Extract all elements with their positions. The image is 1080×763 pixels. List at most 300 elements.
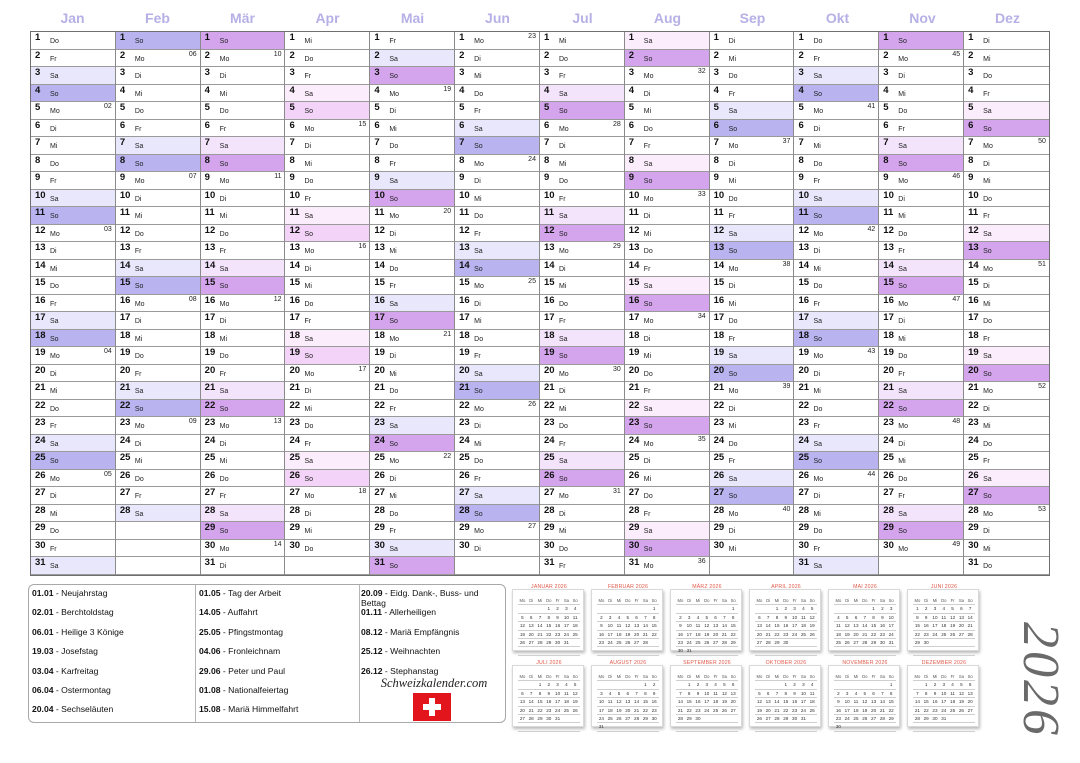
day-number: 6 xyxy=(289,119,295,131)
mini-day xyxy=(755,647,764,655)
day-cell xyxy=(370,365,454,383)
mini-weekday-row xyxy=(755,673,817,681)
mini-day: 24 xyxy=(702,707,711,715)
mini-day: 4 xyxy=(606,690,615,698)
day-number: 5 xyxy=(713,102,719,113)
mini-day: 5 xyxy=(702,614,711,622)
weekday-label: Di xyxy=(983,405,990,413)
weekday-label: Mo xyxy=(389,90,400,98)
day-cell xyxy=(201,470,285,488)
mini-weekday: Mi xyxy=(931,673,940,681)
day-cell xyxy=(455,417,539,435)
day-cell xyxy=(540,50,624,68)
weekday-label: Do xyxy=(983,195,993,203)
day-number: 5 xyxy=(798,102,804,113)
weekday-label: Sa xyxy=(304,213,314,220)
day-number: 22 xyxy=(35,399,46,411)
mini-day: 10 xyxy=(606,622,615,630)
day-cell xyxy=(455,50,539,68)
weekday-label: Mo xyxy=(50,230,60,238)
day-number: 3 xyxy=(374,67,380,78)
day-cell xyxy=(455,85,539,103)
mini-week-row xyxy=(518,715,580,723)
mini-weekday: Fr xyxy=(948,597,957,605)
day-cell xyxy=(540,365,624,383)
day-cell xyxy=(794,400,878,418)
day-cell xyxy=(370,50,454,68)
day-number: 14 xyxy=(459,259,470,271)
day-number: 1 xyxy=(289,32,295,43)
mini-weekday: Fr xyxy=(869,597,878,605)
mini-day xyxy=(615,647,624,655)
mini-day xyxy=(966,715,975,723)
mini-day: 13 xyxy=(852,622,861,630)
mini-day: 19 xyxy=(623,631,632,639)
weekday-label: So xyxy=(898,283,907,290)
mini-day: 26 xyxy=(702,639,711,647)
day-number: 26 xyxy=(543,469,555,481)
mini-week-row xyxy=(834,681,896,689)
day-number: 6 xyxy=(459,119,465,131)
mini-day: 25 xyxy=(852,715,861,723)
day-cell xyxy=(201,487,285,505)
day-number: 8 xyxy=(713,154,719,166)
day-number: 3 xyxy=(968,67,974,78)
day-cell xyxy=(879,120,963,138)
weekday-label: Fr xyxy=(389,405,396,413)
weekday-label: Do xyxy=(474,458,484,465)
month-column-3 xyxy=(201,32,286,575)
day-cell xyxy=(964,347,1049,365)
day-number: 27 xyxy=(459,487,470,498)
day-cell xyxy=(625,347,709,365)
day-number: 9 xyxy=(459,172,465,183)
weekday-label: So xyxy=(50,213,59,220)
day-cell xyxy=(710,32,794,50)
mini-weekday: Mi xyxy=(536,597,545,605)
day-cell xyxy=(116,540,200,558)
holiday-date: 25.05 xyxy=(199,626,221,637)
day-number: 9 xyxy=(968,172,974,183)
day-cell xyxy=(710,50,794,68)
day-number: 17 xyxy=(798,312,810,323)
mini-day: 26 xyxy=(860,715,869,723)
holiday-divider xyxy=(195,585,196,722)
month-column-10 xyxy=(794,32,879,575)
day-cell xyxy=(31,452,115,470)
weekday-label: Sa xyxy=(50,440,59,448)
site-name[interactable]: Schweizkalender.com xyxy=(380,676,488,690)
day-cell xyxy=(794,102,878,120)
holiday-name: - Eidg. Dank-, Buss- und Bettag xyxy=(361,588,479,608)
weekday-label: Mo xyxy=(643,440,654,448)
mini-week-row xyxy=(676,690,738,698)
mini-week-row xyxy=(518,605,580,613)
day-cell xyxy=(201,172,285,190)
mini-week-row xyxy=(913,639,975,647)
day-number: 25 xyxy=(35,452,46,463)
holiday-name: - Heilige 3 Könige xyxy=(53,626,124,637)
day-number: 26 xyxy=(35,469,46,481)
mini-day: 29 xyxy=(922,715,931,723)
month-header-10: Okt xyxy=(825,10,850,26)
mini-day: 21 xyxy=(536,631,545,639)
mini-day: 8 xyxy=(650,614,659,622)
weekday-label: Di xyxy=(474,300,481,308)
day-cell xyxy=(964,32,1049,50)
mini-day: 10 xyxy=(685,622,694,630)
mini-day xyxy=(544,723,553,731)
mini-day: 19 xyxy=(615,707,624,715)
day-number: 21 xyxy=(883,382,894,393)
day-cell xyxy=(285,190,369,208)
day-cell xyxy=(964,190,1049,208)
day-number: 22 xyxy=(119,399,131,411)
day-cell xyxy=(31,190,115,208)
day-number: 9 xyxy=(119,172,126,183)
mini-day xyxy=(869,647,878,655)
mini-day: 27 xyxy=(966,707,975,715)
day-cell xyxy=(370,85,454,103)
mini-day: 2 xyxy=(676,614,685,622)
weekday-label: Mi xyxy=(643,108,652,115)
day-cell xyxy=(285,155,369,173)
day-number: 30 xyxy=(628,539,640,551)
day-cell xyxy=(455,312,539,330)
day-number: 1 xyxy=(35,32,41,43)
day-cell xyxy=(455,295,539,313)
day-cell xyxy=(540,382,624,400)
day-cell xyxy=(31,417,115,435)
day-number: 19 xyxy=(968,347,979,358)
mini-week-row xyxy=(518,707,580,715)
day-cell xyxy=(879,452,963,470)
mini-day: 14 xyxy=(860,622,869,630)
day-cell xyxy=(964,487,1049,505)
day-number: 16 xyxy=(204,294,216,306)
weekday-label: Do xyxy=(898,230,908,238)
day-cell xyxy=(710,277,794,295)
mini-day xyxy=(887,647,896,655)
weekday-label: Sa xyxy=(983,353,992,360)
day-number: 31 xyxy=(798,557,810,568)
weekday-label: Mi xyxy=(304,38,312,45)
mini-day: 8 xyxy=(729,614,738,622)
week-number: 16 xyxy=(358,243,367,250)
day-number: 31 xyxy=(628,557,640,568)
mini-day: 2 xyxy=(650,681,659,689)
mini-day xyxy=(623,681,632,689)
mini-day: 19 xyxy=(957,698,966,706)
day-cell xyxy=(455,540,539,558)
day-cell xyxy=(879,470,963,488)
day-cell xyxy=(285,400,369,418)
day-cell xyxy=(455,557,539,575)
mini-weekday: Di xyxy=(922,597,931,605)
day-cell xyxy=(201,277,285,295)
day-number: 20 xyxy=(798,364,810,376)
day-cell xyxy=(625,522,709,540)
day-cell xyxy=(116,435,200,453)
day-cell xyxy=(370,470,454,488)
mini-week-row xyxy=(597,605,659,613)
day-number: 12 xyxy=(713,224,725,236)
day-cell xyxy=(370,207,454,225)
day-number: 26 xyxy=(289,469,301,481)
day-number: 17 xyxy=(543,312,555,323)
mini-day: 27 xyxy=(632,639,641,647)
day-cell xyxy=(285,295,369,313)
mini-weekday: So xyxy=(571,673,580,681)
holiday-date: 01.01 xyxy=(32,588,54,598)
day-cell xyxy=(540,172,624,190)
day-cell xyxy=(710,330,794,348)
weekday-label: Do xyxy=(134,108,144,115)
weekday-label: Fr xyxy=(558,440,566,448)
mini-day: 4 xyxy=(852,690,861,698)
mini-week-row xyxy=(597,698,659,706)
mini-day xyxy=(966,639,975,647)
mini-day: 6 xyxy=(711,614,720,622)
day-number: 10 xyxy=(798,189,810,201)
holiday-date: 15.08 xyxy=(199,704,221,715)
mini-week-row xyxy=(755,690,817,698)
day-cell xyxy=(794,522,878,540)
mini-day xyxy=(852,647,861,655)
day-cell xyxy=(31,137,115,155)
day-cell xyxy=(285,137,369,155)
mini-calendar-grid xyxy=(597,597,659,656)
day-cell xyxy=(116,207,200,225)
day-cell xyxy=(794,190,878,208)
day-number: 6 xyxy=(35,119,41,131)
day-number: 9 xyxy=(374,172,380,183)
day-number: 19 xyxy=(289,347,301,358)
day-cell xyxy=(201,207,285,225)
mini-day: 26 xyxy=(843,639,852,647)
day-cell xyxy=(201,522,285,540)
mini-day xyxy=(790,723,799,731)
weekday-label: So xyxy=(983,493,992,500)
day-number: 22 xyxy=(289,399,301,411)
day-number: 13 xyxy=(798,242,810,253)
mini-day: 8 xyxy=(869,614,878,622)
mini-day: 3 xyxy=(887,605,896,613)
mini-calendar-grid xyxy=(834,673,896,732)
mini-calendar-9 xyxy=(670,660,742,727)
mini-day: 14 xyxy=(773,698,782,706)
weekday-label: So xyxy=(389,440,398,448)
mini-day: 11 xyxy=(834,622,843,630)
weekday-label: Sa xyxy=(558,213,568,220)
day-number: 9 xyxy=(543,172,550,183)
day-number: 2 xyxy=(883,49,889,61)
mini-day: 15 xyxy=(773,622,782,630)
weekday-label: Mi xyxy=(983,423,991,430)
mini-day xyxy=(878,647,887,655)
mini-week-row xyxy=(913,605,975,613)
mini-day: 26 xyxy=(808,631,817,639)
weekday-label: Fr xyxy=(728,458,736,465)
day-number: 11 xyxy=(968,207,979,218)
day-cell xyxy=(116,32,200,50)
day-cell xyxy=(794,120,878,138)
mini-day xyxy=(650,723,659,731)
weekday-label: So xyxy=(304,108,314,115)
weekday-label: Mo xyxy=(558,248,569,255)
mini-calendar-4 xyxy=(749,584,821,651)
mini-day: 4 xyxy=(799,605,808,613)
weekday-label: Do xyxy=(813,283,823,290)
day-number: 27 xyxy=(883,487,894,498)
mini-week-row xyxy=(755,639,817,647)
day-number: 16 xyxy=(798,294,810,306)
day-cell xyxy=(455,137,539,155)
weekday-label: Do xyxy=(643,493,653,500)
day-number: 13 xyxy=(204,242,216,253)
weekday-label: Mi xyxy=(474,318,482,325)
week-number: 11 xyxy=(274,173,282,180)
day-cell xyxy=(964,260,1049,278)
weekday-label: Di xyxy=(219,73,227,80)
weekday-label: Fr xyxy=(219,370,227,378)
mini-day: 13 xyxy=(518,698,527,706)
mini-day: 16 xyxy=(878,622,887,630)
day-number: 20 xyxy=(713,364,725,376)
day-number: 28 xyxy=(459,504,470,516)
weekday-label: Sa xyxy=(813,73,823,80)
day-cell xyxy=(540,330,624,348)
mini-weekday: Mo xyxy=(518,673,527,681)
day-number: 14 xyxy=(713,259,725,271)
mini-day: 4 xyxy=(615,614,624,622)
weekday-label: Mo xyxy=(813,230,824,238)
weekday-label: Sa xyxy=(50,563,59,570)
day-number: 13 xyxy=(35,242,46,253)
weekday-label: Mi xyxy=(389,370,397,378)
day-cell xyxy=(540,505,624,523)
day-number: 13 xyxy=(289,242,301,253)
week-number: 52 xyxy=(1038,383,1046,390)
mini-day: 5 xyxy=(615,690,624,698)
mini-day: 31 xyxy=(685,647,694,655)
day-number: 29 xyxy=(883,522,894,533)
mini-day: 23 xyxy=(694,707,703,715)
holiday-name: - Nationalfeiertag xyxy=(220,684,289,695)
weekday-label: Do xyxy=(728,318,738,325)
month-column-11 xyxy=(879,32,964,575)
mini-day: 11 xyxy=(711,690,720,698)
weekday-label: So xyxy=(219,405,229,413)
weekday-label: Fr xyxy=(50,300,57,308)
mini-day: 6 xyxy=(957,605,966,613)
mini-calendar-grid xyxy=(676,673,738,732)
mini-calendar-12 xyxy=(907,660,979,727)
day-cell xyxy=(455,522,539,540)
mini-day: 22 xyxy=(773,631,782,639)
weekday-label: Do xyxy=(643,248,653,255)
week-number: 08 xyxy=(188,295,197,303)
day-cell xyxy=(370,155,454,173)
day-number: 27 xyxy=(204,487,216,498)
day-cell xyxy=(625,172,709,190)
week-number: 07 xyxy=(188,173,197,180)
day-number: 24 xyxy=(35,434,46,446)
day-number: 7 xyxy=(798,137,804,148)
holiday-column-2 xyxy=(199,588,298,724)
mini-day: 27 xyxy=(729,707,738,715)
day-number: 23 xyxy=(968,417,979,428)
day-number: 17 xyxy=(883,312,894,323)
day-cell xyxy=(370,120,454,138)
week-number: 06 xyxy=(188,50,197,58)
mini-week-row xyxy=(676,647,738,655)
mini-weekday: Mi xyxy=(615,673,624,681)
mini-week-row xyxy=(834,647,896,655)
weekday-label: So xyxy=(50,90,59,98)
weekday-label: Mo xyxy=(474,160,484,168)
mini-day: 25 xyxy=(834,639,843,647)
day-number: 3 xyxy=(119,67,126,78)
month-column-7 xyxy=(540,32,625,575)
mini-day: 21 xyxy=(860,631,869,639)
mini-day: 16 xyxy=(553,622,562,630)
mini-day: 19 xyxy=(860,707,869,715)
mini-day xyxy=(852,681,861,689)
mini-week-row xyxy=(676,639,738,647)
day-number: 13 xyxy=(119,242,131,253)
day-number: 20 xyxy=(204,364,216,376)
mini-weekday: Mo xyxy=(913,673,922,681)
weekday-label: Mi xyxy=(728,55,737,63)
mini-day: 27 xyxy=(755,639,764,647)
day-number: 15 xyxy=(968,277,979,288)
day-number: 2 xyxy=(968,49,974,61)
mini-weekday: So xyxy=(808,597,817,605)
mini-day: 9 xyxy=(694,690,703,698)
holiday-date: 06.01 xyxy=(32,626,54,637)
day-number: 4 xyxy=(543,84,550,96)
day-cell xyxy=(964,172,1049,190)
mini-weekday: Mo xyxy=(755,673,764,681)
mini-day: 29 xyxy=(781,715,790,723)
day-cell xyxy=(540,540,624,558)
day-cell xyxy=(285,330,369,348)
weekday-label: Sa xyxy=(643,283,653,290)
day-number: 1 xyxy=(374,32,380,43)
day-number: 23 xyxy=(713,417,725,428)
weekday-label: Fr xyxy=(813,423,821,430)
mini-day: 13 xyxy=(711,622,720,630)
day-cell xyxy=(540,400,624,418)
mini-day: 14 xyxy=(676,698,685,706)
mini-day: 2 xyxy=(544,681,553,689)
day-cell xyxy=(710,382,794,400)
day-number: 28 xyxy=(204,504,216,516)
holiday-item xyxy=(361,588,489,607)
mini-day xyxy=(623,605,632,613)
holiday-divider xyxy=(359,585,360,722)
day-number: 17 xyxy=(968,312,979,323)
day-cell xyxy=(540,452,624,470)
mini-day xyxy=(878,681,887,689)
day-cell xyxy=(625,312,709,330)
day-number: 29 xyxy=(628,522,640,533)
day-number: 15 xyxy=(289,277,301,288)
week-number: 22 xyxy=(443,453,452,460)
day-number: 12 xyxy=(543,224,555,236)
mini-day: 18 xyxy=(808,698,817,706)
